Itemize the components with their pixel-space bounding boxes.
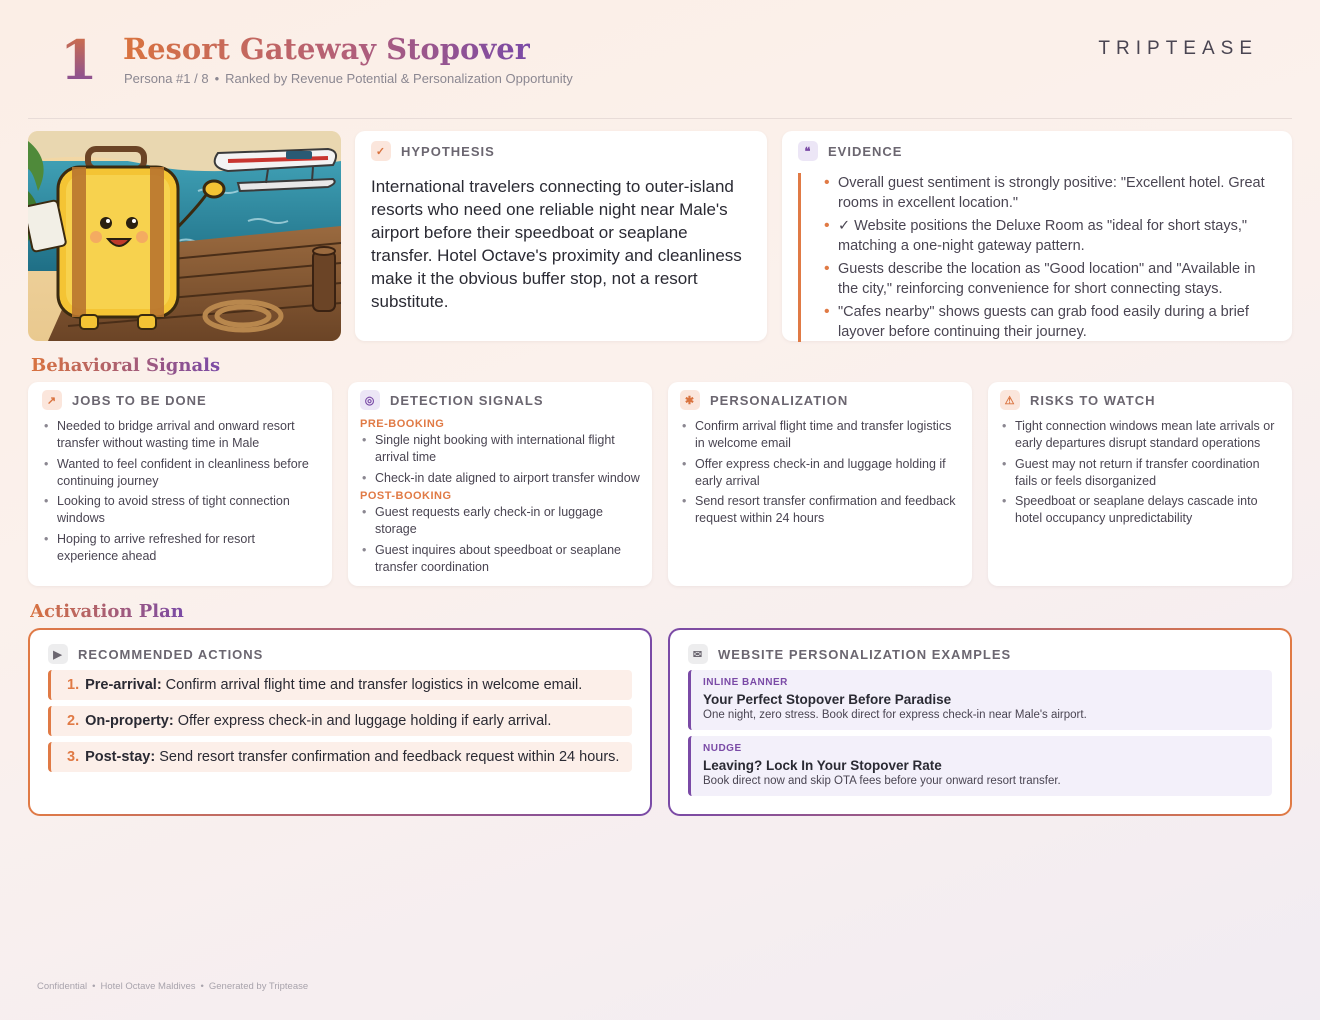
footer-confidential: Confidential bbox=[37, 981, 88, 992]
page-title: Resort Gateway Stopover bbox=[123, 32, 530, 66]
risks-header bbox=[1000, 390, 1280, 410]
warning-icon: ⚠ bbox=[1000, 390, 1020, 410]
activation-plan-title: Activation Plan bbox=[30, 601, 184, 622]
list-item: • Confirm arrival flight time and transfer logistics in welcome email bbox=[680, 418, 960, 452]
list-item: • "Cafes nearby" shows guests can grab food easily during a brief layover before continuing their journey. bbox=[838, 302, 1276, 342]
target-icon: ◎ bbox=[360, 390, 380, 410]
play-icon: ▶ bbox=[48, 644, 68, 664]
header-divider bbox=[28, 118, 1292, 119]
list-item: • Guests describe the location as "Good location" and "Available in the city," reinforcing convenience for short connecting stays. bbox=[838, 259, 1276, 299]
mail-icon: ✉ bbox=[688, 644, 708, 664]
example-headline: Leaving? Lock In Your Stopover Rate bbox=[703, 758, 942, 773]
footer: Confidential • Hotel Octave Maldives • Generated by Triptease bbox=[37, 981, 309, 992]
detection-card bbox=[348, 382, 652, 586]
list-item: • Guest may not return if transfer coordination fails or feels disorganized bbox=[1000, 456, 1280, 490]
hypothesis-text: International travelers connecting to outer-island resorts who need one reliable night near Male's airport before their speedboat or seaplane transfer. Hotel Octave's proximity and cleanliness make it the obvious buffer stop, not a resort substitute. bbox=[371, 177, 742, 311]
pre-booking-list bbox=[360, 432, 640, 487]
evidence-label: EVIDENCE bbox=[828, 143, 903, 159]
hypothesis-header bbox=[371, 141, 751, 161]
example-body: One night, zero stress. Book direct for express check-in near Male's airport. bbox=[703, 709, 1087, 721]
list-item: • Single night booking with international flight arrival time bbox=[360, 432, 640, 466]
inline-banner-example bbox=[688, 670, 1272, 730]
detection-label: DETECTION SIGNALS bbox=[390, 392, 544, 408]
action-step: 2. On-property: Offer express check-in and luggage holding if early arrival. bbox=[48, 706, 632, 736]
sparkle-icon: ✱ bbox=[680, 390, 700, 410]
page-subtitle: Persona #1 / 8 • Ranked by Revenue Potential & Personalization Opportunity bbox=[124, 71, 573, 86]
personalization-label: PERSONALIZATION bbox=[710, 392, 849, 408]
behavioral-signals-title: Behavioral Signals bbox=[31, 355, 221, 376]
personalization-list bbox=[680, 418, 960, 527]
action-step: 1. Pre-arrival: Confirm arrival flight time and transfer logistics in welcome email. bbox=[48, 670, 632, 700]
example-type: INLINE BANNER bbox=[703, 677, 788, 688]
list-item: • Overall guest sentiment is strongly positive: "Excellent hotel. Great rooms in excellent location." bbox=[838, 173, 1276, 213]
website-personalization-card bbox=[668, 628, 1292, 816]
arrow-up-right-icon: ↗ bbox=[42, 390, 62, 410]
list-item: • Offer express check-in and luggage holding if early arrival bbox=[680, 456, 960, 490]
list-item: • Wanted to feel confident in cleanliness before continuing journey bbox=[42, 456, 318, 490]
suitcase-seaplane-illustration bbox=[28, 131, 341, 341]
personalization-card bbox=[668, 382, 972, 586]
pre-booking-label: PRE-BOOKING bbox=[360, 418, 445, 430]
evidence-card bbox=[782, 131, 1292, 341]
post-booking-label: POST-BOOKING bbox=[360, 490, 452, 502]
action-steps bbox=[48, 670, 632, 772]
nudge-example bbox=[688, 736, 1272, 796]
example-type: NUDGE bbox=[703, 743, 742, 754]
jobs-card bbox=[28, 382, 332, 586]
example-body: Book direct now and skip OTA fees before your onward resort transfer. bbox=[703, 775, 1061, 787]
persona-number: 1 bbox=[60, 28, 98, 92]
personalization-header bbox=[680, 390, 960, 410]
example-headline: Your Perfect Stopover Before Paradise bbox=[703, 692, 952, 707]
risks-label: RISKS TO WATCH bbox=[1030, 392, 1156, 408]
post-booking-list bbox=[360, 504, 640, 576]
risks-card bbox=[988, 382, 1292, 586]
detection-header bbox=[360, 390, 640, 410]
check-icon: ✓ bbox=[371, 141, 391, 161]
list-item: • Send resort transfer confirmation and feedback request within 24 hours bbox=[680, 493, 960, 527]
list-item: • Looking to avoid stress of tight connection windows bbox=[42, 493, 318, 527]
list-item: • Hoping to arrive refreshed for resort experience ahead bbox=[42, 531, 318, 565]
jobs-list bbox=[42, 418, 318, 565]
footer-hotel: Hotel Octave Maldives bbox=[100, 981, 196, 992]
jobs-label: JOBS TO BE DONE bbox=[72, 392, 207, 408]
recommended-actions-card bbox=[28, 628, 652, 816]
evidence-header bbox=[798, 141, 1276, 161]
list-item: • Needed to bridge arrival and onward resort transfer without wasting time in Male bbox=[42, 418, 318, 452]
evidence-list bbox=[798, 173, 1276, 342]
persona-illustration bbox=[28, 131, 341, 341]
hypothesis-card bbox=[355, 131, 767, 341]
website-header bbox=[688, 644, 1272, 664]
persona-count: Persona #1 / 8 bbox=[124, 71, 209, 86]
list-item: • Check-in date aligned to airport transfer window bbox=[360, 470, 640, 487]
list-item: • Guest requests early check-in or luggage storage bbox=[360, 504, 640, 538]
list-item: • Guest inquires about speedboat or seaplane transfer coordination bbox=[360, 542, 640, 576]
hypothesis-label: HYPOTHESIS bbox=[401, 143, 495, 159]
list-item: • Speedboat or seaplane delays cascade into hotel occupancy unpredictability bbox=[1000, 493, 1280, 527]
actions-label: RECOMMENDED ACTIONS bbox=[78, 646, 264, 662]
ranking-note: Ranked by Revenue Potential & Personalization Opportunity bbox=[225, 71, 573, 86]
risks-list bbox=[1000, 418, 1280, 527]
brand-logo: TRIPTEASE bbox=[1098, 38, 1258, 59]
action-step: 3. Post-stay: Send resort transfer confirmation and feedback request within 24 hours. bbox=[48, 742, 632, 772]
website-label: WEBSITE PERSONALIZATION EXAMPLES bbox=[718, 646, 1012, 662]
list-item: • Tight connection windows mean late arrivals or early departures disrupt standard operations bbox=[1000, 418, 1280, 452]
footer-generated: Generated by Triptease bbox=[208, 981, 309, 992]
quote-icon: ❝ bbox=[798, 141, 818, 161]
website-examples bbox=[688, 670, 1272, 796]
jobs-header bbox=[42, 390, 318, 410]
actions-header bbox=[48, 644, 632, 664]
list-item: • ✓ Website positions the Deluxe Room as "ideal for short stays," matching a one-night gateway pattern. bbox=[838, 216, 1276, 256]
